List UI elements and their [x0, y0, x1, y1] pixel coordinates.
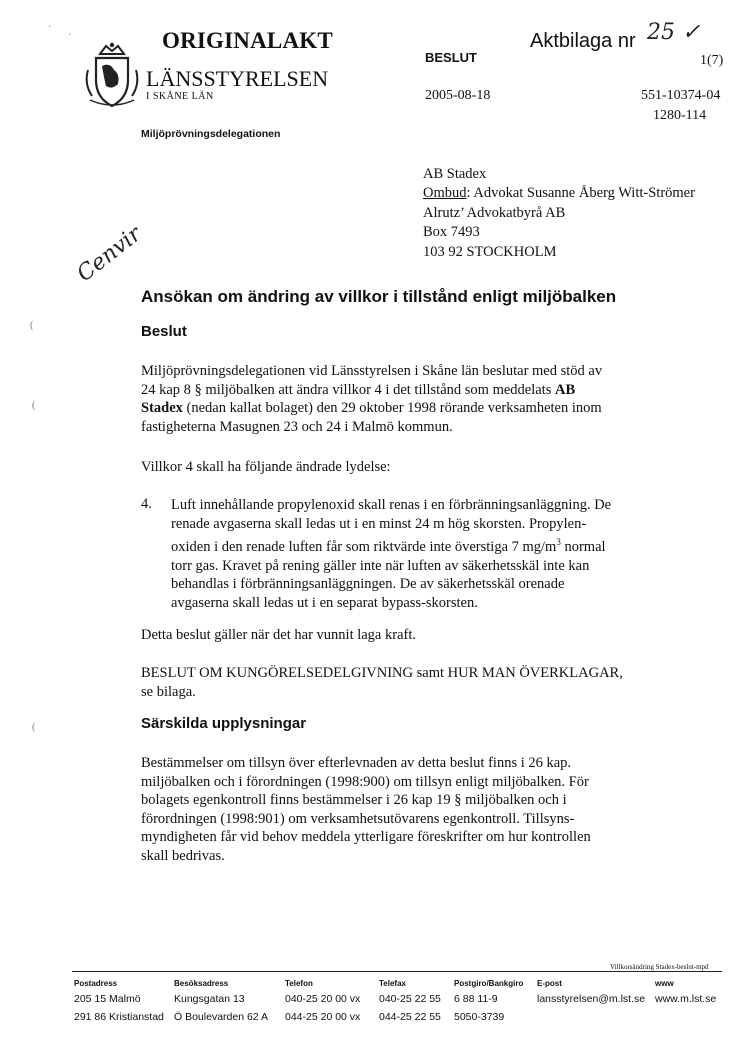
company-name-bold: Stadex [141, 400, 183, 417]
footer-header-fax: Telefax [379, 979, 406, 988]
text-line [141, 399, 701, 418]
page-number: 1(7) [700, 53, 724, 68]
agent-value: : Advokat Susanne Åberg Witt-Strömer [466, 185, 695, 202]
text-line: Luft innehållande propylenoxid skall renas i en förbränningsanläggning. De [171, 497, 612, 513]
validity-paragraph: Detta beslut gäller när det har vunnit laga kraft. [141, 627, 416, 643]
footer-postal-2: 291 86 Kristianstad [74, 1011, 164, 1023]
recipient-firm: Alrutz’ Advokatbyrå AB [423, 204, 566, 221]
footer-header-email: E-post [537, 979, 562, 988]
document-title: Ansökan om ändring av villkor i tillstånd enligt miljöbalken [141, 287, 617, 306]
scan-artifact: ( [32, 722, 36, 733]
condition-intro: Villkor 4 skall ha följande ändrade lydelse: [141, 459, 391, 475]
superscript: 3 [556, 537, 561, 548]
text-line: BESLUT OM KUNGÖRELSEDELGIVNING samt HUR MAN ÖVERKLAGAR, [141, 665, 623, 681]
footer-email[interactable]: lansstyrelsen@m.lst.se [537, 993, 646, 1005]
footer-website[interactable]: www.m.lst.se [655, 993, 717, 1005]
supervision-paragraph [141, 754, 701, 866]
scan-artifact: ( [32, 400, 36, 411]
footer-phone-2: 044-25 20 00 vx [285, 1011, 361, 1023]
recipient-agent [423, 184, 695, 203]
footer-giro-1: 6 88 11-9 [454, 993, 498, 1005]
attachment-number-handwritten: 25 ✓ [647, 20, 701, 45]
handwritten-note: Cenvir [72, 221, 147, 287]
text-line: Bestämmelser om tillsyn över efterlevnaden av detta beslut finns i 26 kap. [141, 755, 572, 771]
reference-number-secondary: 1280-114 [653, 108, 707, 123]
footer-phone-1: 040-25 20 00 vx [285, 993, 361, 1005]
reference-number: 551-10374-04 [641, 88, 721, 103]
footer-header-postal: Postadress [74, 979, 118, 988]
attachment-stamp-label: Aktbilaga nr [530, 30, 636, 52]
footer-header-visit: Besöksadress [174, 979, 229, 988]
agency-name: LÄNSSTYRELSEN [146, 66, 329, 91]
appeal-paragraph [141, 664, 701, 701]
coat-of-arms-icon [80, 40, 144, 112]
text-line: torr gas. Kravet på rening gäller inte när luften av säkerhetsskäl inte kan [171, 557, 590, 574]
recipient-name: AB Stadex [423, 166, 487, 182]
delegation-name: Miljöprövningsdelegationen [141, 128, 281, 140]
text-span: (nedan kallat bolaget) den 29 oktober 1998 rörande verksamheten inom [182, 400, 602, 417]
footer-postal-1: 205 15 Malmö [74, 993, 141, 1005]
text-line: fastigheterna Masugnen 23 och 24 i Malmö kommun. [141, 418, 453, 435]
text-line: bolagets egenkontroll finns bestämmelser i 26 kap 19 § miljöbalken och i [141, 792, 567, 809]
footer-header-phone: Telefon [285, 979, 313, 988]
recipient-box: Box 7493 [423, 224, 480, 241]
text-span: normal [560, 539, 606, 556]
condition-number: 4. [141, 496, 152, 512]
document-type: BESLUT [425, 50, 477, 65]
text-line: myndigheten får vid behov meddela ytterligare föreskrifter om hur kontrollen [141, 829, 591, 846]
text-line: förordningen (1998:901) om verksamhetsutövarens egenkontroll. Tillsyns- [141, 810, 575, 827]
text-line [141, 381, 701, 400]
section-heading-decision: Beslut [141, 323, 187, 340]
condition-text [171, 496, 611, 612]
scan-artifact: ( [30, 320, 34, 331]
text-line: behandlas i förbränningsanläggningen. De av säkerhetsskäl orenade [171, 576, 565, 593]
document-date: 2005-08-18 [425, 88, 491, 103]
footer-fax-2: 044-25 22 55 [379, 1011, 441, 1023]
section-heading-special-info: Särskilda upplysningar [141, 715, 307, 732]
text-span: 24 kap 8 § miljöbalken att ändra villkor 4 i det tillstånd som meddelats [141, 381, 555, 398]
file-code: Villkorsändring Stadex-beslut-mpd [610, 963, 709, 971]
footer-header-giro: Postgiro/Bankgiro [454, 979, 524, 988]
footer-giro-2: 5050-3739 [454, 1011, 505, 1023]
recipient-address [423, 165, 695, 262]
text-line [171, 533, 611, 556]
agent-label: Ombud [423, 185, 467, 202]
footer-divider [72, 971, 722, 972]
text-line: skall bedrivas. [141, 847, 225, 864]
footer-header-www: www [655, 979, 674, 988]
footer-visit-1: Kungsgatan 13 [174, 993, 245, 1005]
text-line: se bilaga. [141, 683, 196, 700]
footer-visit-2: Ö Boulevarden 62 A [174, 1011, 268, 1023]
originalakt-stamp: ORIGINALAKT [162, 28, 333, 53]
text-line: miljöbalken och i förordningen (1998:900) om tillsyn enligt miljöbalken. För [141, 773, 589, 790]
footer-fax-1: 040-25 22 55 [379, 993, 441, 1005]
text-span: oxiden i den renade luften får som riktvärde inte överstiga 7 mg/m [171, 539, 557, 556]
recipient-postal: 103 92 STOCKHOLM [423, 243, 557, 260]
decision-paragraph [141, 362, 701, 436]
text-line: renade avgaserna skall ledas ut i en minst 24 m hög skorsten. Propylen- [171, 515, 587, 532]
scan-artifact: · [68, 30, 72, 41]
agency-subtitle: I SKÅNE LÄN [146, 91, 214, 102]
text-line: avgaserna skall ledas ut i en separat bypass-skorsten. [171, 594, 478, 611]
company-name-bold: AB [554, 381, 576, 398]
text-line: Miljöprövningsdelegationen vid Länsstyrelsen i Skåne län beslutar med stöd av [141, 363, 603, 379]
scan-artifact: · [48, 22, 52, 33]
